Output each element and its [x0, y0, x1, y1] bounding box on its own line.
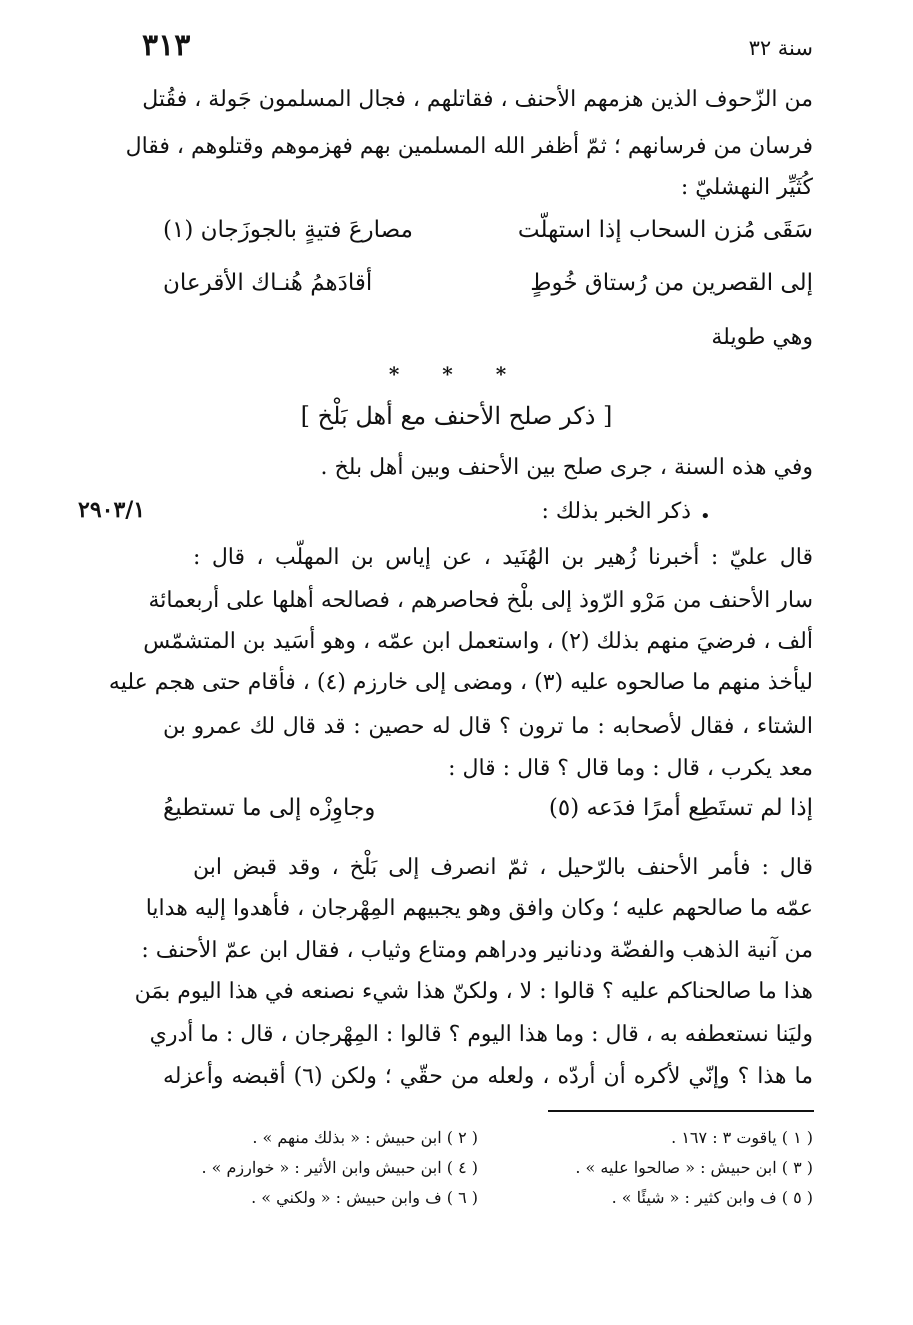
footnote-separator [548, 1110, 814, 1112]
text-line: قال : فأمر الأحنف بالرّحيل ، ثمّ انصرف إلى بَلْخ ، وقد قبض ابن [193, 855, 813, 880]
footnote-text: ابن حبيش : « بذلك منهم » . [252, 1128, 442, 1147]
running-header-year: سنة ٣٢ [748, 36, 813, 60]
verse-second-hemistich: وجاوِزْه إلى ما تستطيعُ [163, 795, 376, 821]
verse-first-hemistich: سَقَى مُزن السحاب إذا استهلّت [517, 217, 813, 243]
text-line: قال عليّ : أخبرنا زُهير بن الهُنَيد ، عن إياس بن المهلّب ، قال : [193, 545, 813, 570]
footnote-number: ( ٣ ) [781, 1158, 813, 1177]
poem-verse [163, 795, 813, 835]
footnote-number: ( ٥ ) [781, 1188, 813, 1207]
footnote-text: ابن حبيش وابن الأثير : « خوارزم » . [201, 1158, 442, 1177]
text-line: فرسان من فرسانهم ؛ ثمّ أظفر الله المسلمين بهم فهزموهم وقتلوهم ، فقال [125, 134, 813, 159]
text-line: من آنية الذهب والفضّة ودنانير ودراهم ومتاع وثياب ، فقال ابن عمّ الأحنف : [141, 938, 813, 963]
margin-reference: ٢٩٠٣/١ [78, 497, 146, 523]
text-line: ألف ، فرضيَ منهم بذلك (٢) ، واستعمل ابن عمّه ، وهو أسَيد بن المتشمّس [143, 629, 813, 654]
page-number: ٣١٣ [142, 28, 191, 63]
footnote [201, 1158, 478, 1177]
section-intro: وفي هذه السنة ، جرى صلح بين الأحنف وبين أهل بلخ . [320, 455, 813, 480]
footnote-number: ( ٢ ) [446, 1128, 478, 1147]
text-line: من الزّحوف الذين هزمهم الأحنف ، فقاتلهم ، فجال المسلمون جَولة ، فقُتل [142, 87, 813, 112]
khabar-heading: ذكر الخبر بذلك : [541, 499, 691, 524]
poem-verse [163, 217, 813, 257]
section-divider: * * * [388, 362, 525, 386]
poem-note: وهي طويلة [711, 325, 813, 350]
section-title: [ ذكر صلح الأحنف مع أهل بَلْخ ] [300, 402, 613, 430]
footnote-number: ( ١ ) [781, 1128, 813, 1147]
text-line: وليَنا نستعطفه به ، قال : وما هذا اليوم ؟ قالوا : المِهْرجان ، قال : ما أدري [149, 1022, 813, 1047]
verse-first-hemistich: إلى القصرين من رُستاق خُوطٍ [530, 270, 813, 296]
footnote-text: ابن حبيش : « صالحوا عليه » . [575, 1158, 777, 1177]
footnote [612, 1188, 813, 1207]
footnote-text: ف وابن كثير : « شيئًا » . [611, 1188, 777, 1207]
footnote-number: ( ٦ ) [446, 1188, 478, 1207]
footnote-text: ياقوت ٣ : ١٦٧ . [671, 1128, 777, 1147]
text-line: سار الأحنف من مَرْو الرّوذ إلى بلْخ فحاصرهم ، فصالحه أهلها على أربعمائة [148, 588, 813, 613]
footnote [252, 1128, 478, 1147]
footnote-number: ( ٤ ) [446, 1158, 478, 1177]
verse-second-hemistich: مصارعَ فتيةٍ بالجوزَجان (١) [163, 217, 413, 243]
text-line: كُثَيِّر النهشليّ : [680, 175, 813, 200]
footnote [251, 1188, 478, 1207]
text-line: الشتاء ، فقال لأصحابه : ما ترون ؟ قال له حصين : قد قال لك عمرو بن [163, 714, 813, 739]
text-line: هذا ما صالحناكم عليه ؟ قالوا : لا ، ولكنّ هذا شيء نصنعه في هذا اليوم بمَن [134, 979, 813, 1004]
verse-second-hemistich: أقادَهمُ هُنـاك الأقرعان [163, 270, 373, 296]
footnote-text: ف وابن حبيش : « ولكني » . [251, 1188, 442, 1207]
text-line: عمّه ما صالحهم عليه ؛ وكان وافق وهو يجبيهم المِهْرجان ، فأهدوا إليه هدايا [145, 896, 813, 921]
bullet-icon: • [700, 506, 711, 527]
verse-first-hemistich: إذا لم تستَطِع أمرًا فدَعه (٥) [548, 795, 813, 821]
poem-verse [163, 270, 813, 310]
text-line: ليأخذ منهم ما صالحوه عليه (٣) ، ومضى إلى خارزم (٤) ، فأقام حتى هجم عليه [108, 670, 813, 695]
text-line: معد يكرب ، قال : وما قال ؟ قال : قال : [448, 756, 813, 781]
text-line: ما هذا ؟ وإنّي لأكره أن أردّه ، ولعله من حقّي ؛ ولكن (٦) أقبضه وأعزله [163, 1064, 813, 1089]
footnote [671, 1128, 813, 1147]
footnote [575, 1158, 813, 1177]
